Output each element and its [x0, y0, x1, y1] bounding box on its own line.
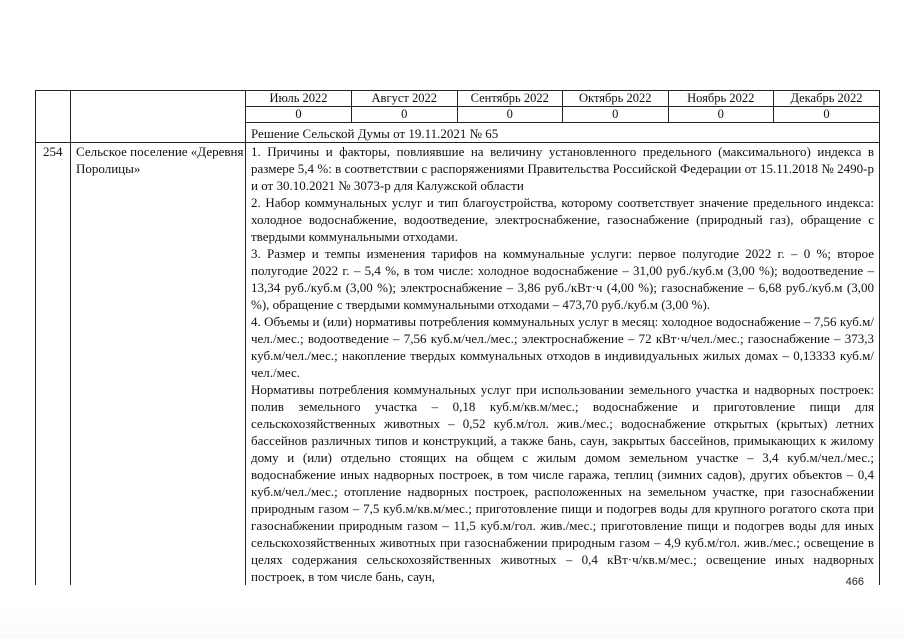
tariff-table — [35, 90, 880, 585]
month-header: Июль 2022 — [246, 91, 352, 107]
month-value: 0 — [457, 107, 563, 123]
decision-text: Решение Сельской Думы от 19.11.2021 № 65 — [251, 126, 499, 141]
settlement-name: Сельское поселение «Деревня Поролицы» — [71, 143, 246, 586]
month-value: 0 — [668, 107, 774, 123]
paragraph-volumes: 4. Объемы и (или) нормативы потребления коммунальных услуг в месяц: холодное водоснабжение – 7,56 куб.м/чел./мес.; водоотведение – 7,56 куб.м/чел./мес.; электроснабжение – 72 кВт·ч/чел./мес.; газоснабжение – 373,3 куб.м/чел./мес.; накопление твердых коммунальных отходов в индивидуальных жилых домах – 0,13333 куб.м/чел./мес. — [251, 314, 874, 380]
paragraph-norms: Нормативы потребления коммунальных услуг при использовании земельного участка и надворных построек: полив земельного участка – 0,18 куб.м/кв.м/мес.; водоснабжение и приготовление пищи для сельскохозяйственных животных – 0,52 куб.м/гол. жив./мес.; водоснабжение открытых (крытых) летних бассейнов различных типов и конструкций, а также бань, саун, закрытых бассейнов, примыкающих к жилому дому и (или) отдельно стоящих на общем с жилым домом земельном участке – 3,4 куб.м/чел./мес.; водоснабжение иных надворных построек, в том числе гаража, теплиц (зимних садов), других объектов – 0,4 куб.м/чел./мес.; отопление надворных построек, расположенных на земельном участке, при газоснабжении природным газом – 7,5 куб.м/кв.м/мес.; приготовление пищи и подогрев воды для крупного рогатого скота при газоснабжении природным газом – 11,5 куб.м/гол. жив./мес.; приготовление пищи и подогрев воды для иных сельскохозяйственных животных при газоснабжении природным газом – 4,9 куб.м/гол. жив./мес.; освещение в целях содержания сельскохозяйственных животных – 0,4 кВт·ч/кв.м/мес.; освещение иных надворных построек, в том числе бань, саун, — [251, 382, 874, 584]
month-header: Ноябрь 2022 — [668, 91, 774, 107]
month-value: 0 — [774, 107, 880, 123]
prev-text-cell — [246, 91, 880, 143]
paragraph-services: 2. Набор коммунальных услуг и тип благоустройства, которому соответствует значение предельного индекса: холодное водоснабжение, водоотведение, электроснабжение, газоснабжение (природный газ), обращение с твердыми коммунальными отходами. — [251, 195, 874, 244]
month-value: 0 — [563, 107, 669, 123]
scan-background — [0, 600, 905, 639]
page-number: 466 — [845, 576, 864, 588]
row-description — [246, 143, 880, 586]
months-value-row — [246, 107, 879, 123]
prev-number-cell — [36, 91, 71, 143]
months-table — [246, 91, 879, 123]
month-value: 0 — [246, 107, 352, 123]
paragraph-reasons: 1. Причины и факторы, повлиявшие на величину установленного предельного (максимального) индекса в размере 5,4 %: в соответствии с распоряжениями Правительства Российской Федерации от 15.11.2018 № 2490-р и от 30.10.2021 № 3073-р для Калужской области — [251, 144, 874, 193]
month-header: Август 2022 — [352, 91, 458, 107]
months-header-row — [246, 91, 879, 107]
month-header: Сентябрь 2022 — [457, 91, 563, 107]
prev-name-cell — [71, 91, 246, 143]
paragraph-tariffs: 3. Размер и темпы изменения тарифов на коммунальные услуги: первое полугодие 2022 г. – 0 %; второе полугодие 2022 г. – 5,4 %, в том числе: холодное водоснабжение – 31,00 руб./куб.м (3,00 %); водоотведение – 13,34 руб./куб.м (3,00 %); электроснабжение – 3,86 руб./кВт·ч (4,00 %); газоснабжение – 6,68 руб./куб.м (3,00 %), обращение с твердыми коммунальными отходами – 473,70 руб./куб.м (3,00 %). — [251, 246, 874, 312]
previous-row — [36, 91, 880, 143]
settlement-row — [36, 143, 880, 586]
month-header: Октябрь 2022 — [563, 91, 669, 107]
row-number: 254 — [36, 143, 71, 586]
month-value: 0 — [352, 107, 458, 123]
month-header: Декабрь 2022 — [774, 91, 880, 107]
